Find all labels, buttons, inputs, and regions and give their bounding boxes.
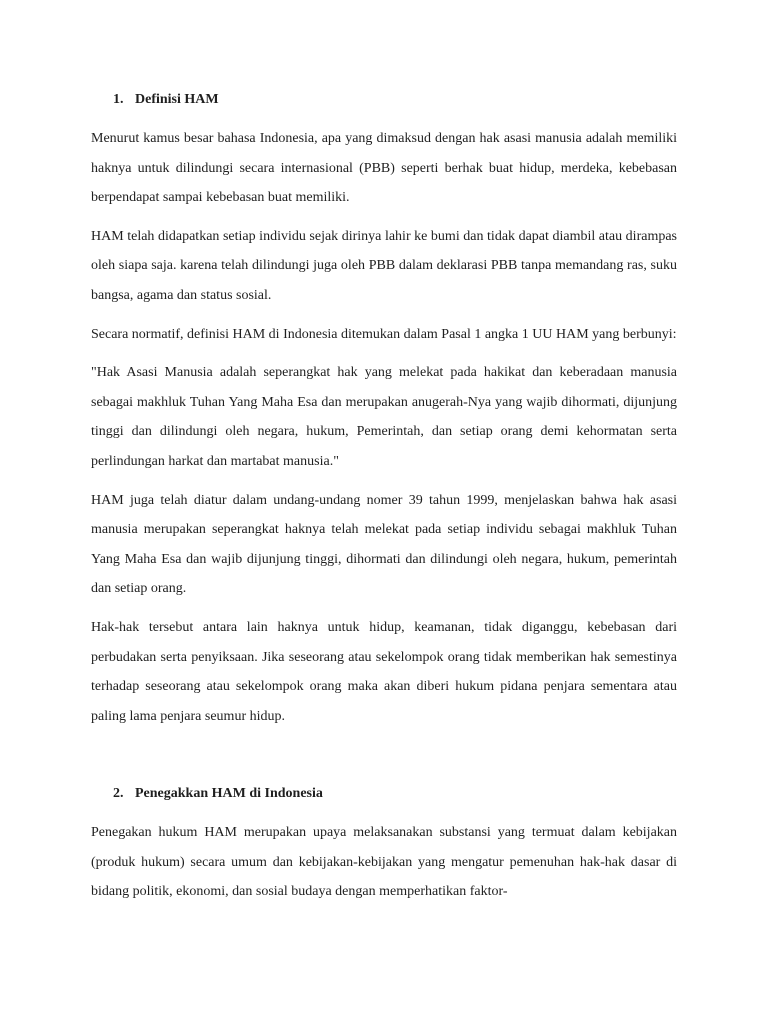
section-heading-2 (113, 784, 677, 804)
section-number: 1. (113, 92, 124, 107)
document-body (91, 90, 677, 916)
paragraph: Menurut kamus besar bahasa Indonesia, apa yang dimaksud dengan hak asasi manusia adalah memiliki haknya untuk dilindungi secara internasional (PBB) seperti berhak buat hidup, merdeka, kebebasan berpendapat sampai kebebasan buat memiliki. (91, 131, 677, 206)
paragraph: HAM telah didapatkan setiap individu sejak dirinya lahir ke bumi dan tidak dapat diambil atau dirampas oleh siapa saja. karena telah dilindungi juga oleh PBB dalam deklarasi PBB tanpa memandang ras, suku bangsa, agama dan status sosial. (91, 228, 677, 303)
paragraph: HAM juga telah diatur dalam undang-undang nomer 39 tahun 1999, menjelaskan bahwa hak asasi manusia merupakan seperangkat haknya telah melekat pada setiap individu sebagai makhluk Tuhan Yang Maha Esa dan wajib dijunjung tinggi, dihormati dan dilindungi oleh negara, hukum, pemerintah dan setiap orang. (91, 492, 677, 597)
section-number: 2. (113, 786, 124, 802)
quoted-paragraph: "Hak Asasi Manusia adalah seperangkat hak yang melekat pada hakikat dan keberadaan manusia sebagai makhluk Tuhan Yang Maha Esa dan merupakan anugerah-Nya yang wajib dihormati, dijunjung tinggi dan dilindungi oleh negara, hukum, Pemerintah, dan setiap orang demi kehormatan serta perlindungan harkat dan martabat manusia." (91, 365, 677, 469)
section-heading-1 (113, 90, 677, 110)
paragraph: Penegakan hukum HAM merupakan upaya melaksanakan substansi yang termuat dalam kebijakan (produk hukum) secara umum dan kebijakan-kebijakan yang mengatur pemenuhan hak-hak dasar di bidang politik, ekonomi, dan sosial budaya dengan memperhatikan faktor- (91, 825, 677, 900)
section-title: Definisi HAM (135, 92, 219, 107)
paragraph: Hak-hak tersebut antara lain haknya untuk hidup, keamanan, tidak diganggu, kebebasan dari perbudakan serta penyiksaan. Jika seseorang atau sekelompok orang tidak memberikan hak semestinya terhadap seseorang atau sekelompok orang maka akan diberi hukum pidana penjara sementara atau paling lama penjara seumur hidup. (91, 619, 677, 724)
section-title: Penegakkan HAM di Indonesia (135, 786, 323, 802)
paragraph: Secara normatif, definisi HAM di Indonesia ditemukan dalam Pasal 1 angka 1 UU HAM yang berbunyi: (91, 326, 677, 342)
